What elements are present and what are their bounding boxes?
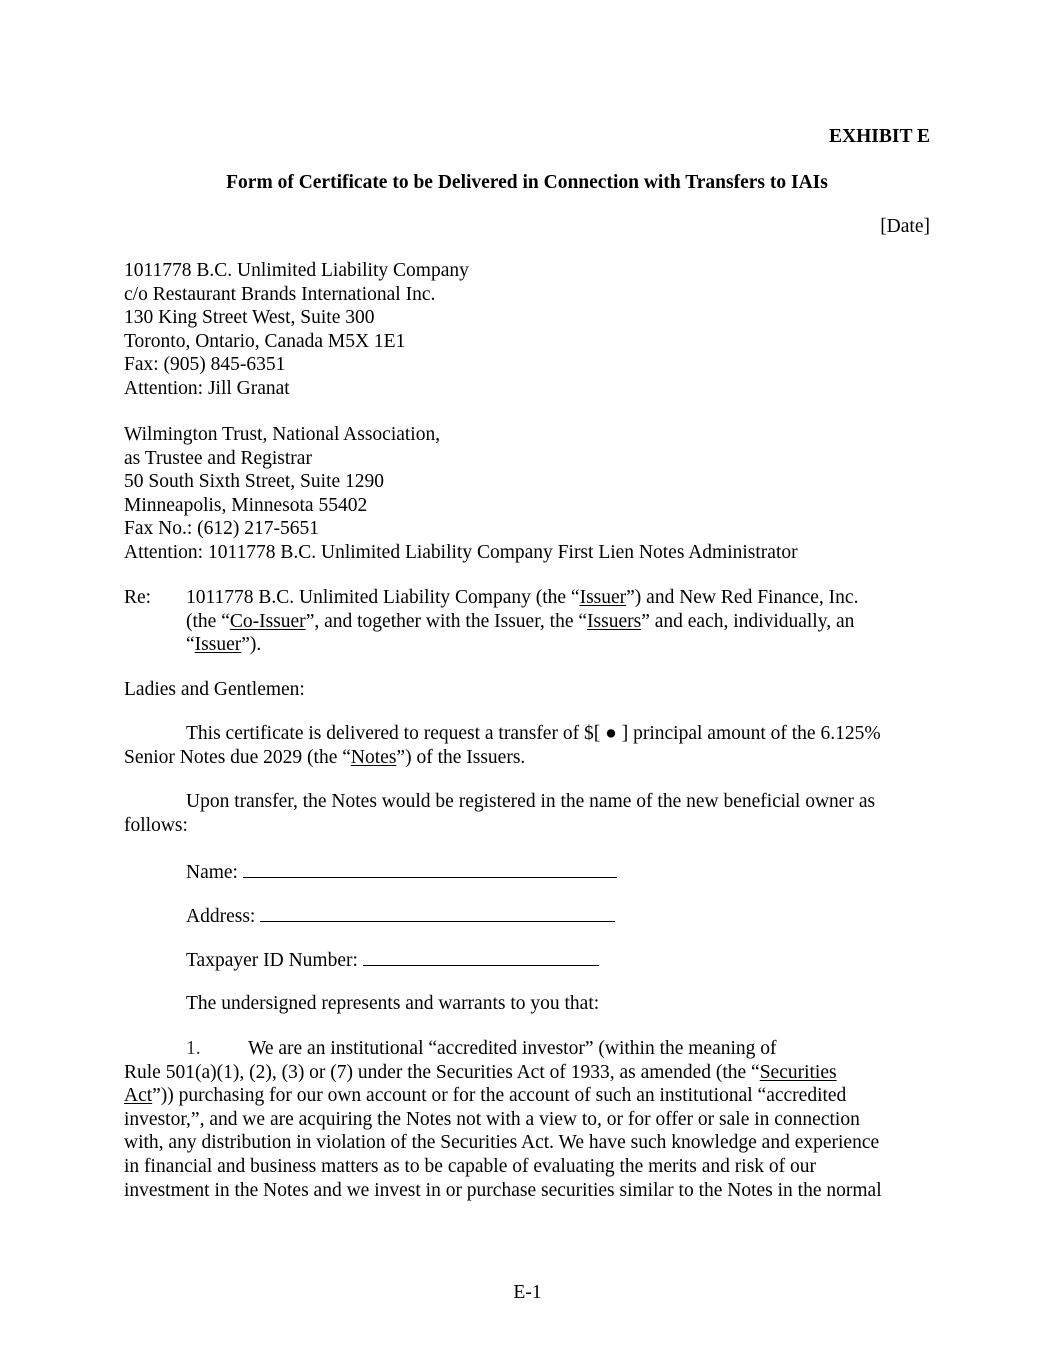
date-placeholder: [Date] bbox=[880, 216, 930, 237]
address-line: Attention: Jill Granat bbox=[124, 377, 290, 399]
address-line: Attention: 1011778 B.C. Unlimited Liability Company First Lien Notes Administrator bbox=[124, 541, 798, 563]
name-label: Name: bbox=[186, 862, 238, 883]
exhibit-heading: EXHIBIT E bbox=[829, 126, 930, 147]
paragraph-transfer-request: This certificate is delivered to request a transfer of $[ ● ] principal amount of the 6.125% Senior Notes due 2029 (the “Notes”) of the Issuers. bbox=[124, 723, 881, 768]
address-blank-line[interactable] bbox=[260, 903, 615, 922]
address-line: 50 South Sixth Street, Suite 1290 bbox=[124, 471, 385, 493]
address-line: Toronto, Ontario, Canada M5X 1E1 bbox=[124, 330, 406, 352]
represents-statement: The undersigned represents and warrants to you that: bbox=[186, 993, 600, 1014]
salutation: Ladies and Gentlemen: bbox=[124, 679, 305, 700]
defined-term: Act bbox=[124, 1085, 153, 1107]
defined-term: Issuer bbox=[194, 634, 242, 656]
re-text: 1011778 B.C. Unlimited Liability Company (the “Issuer”) and New Red Finance, Inc. (the “Co-Issuer”, and together with the Issuer, the “Issuers” and each, individually, an “Issuer”). bbox=[186, 587, 859, 656]
address-line: 1011778 B.C. Unlimited Liability Company bbox=[124, 260, 469, 281]
document-title: Form of Certificate to be Delivered in Connection with Transfers to IAIs bbox=[226, 172, 828, 193]
name-field-row bbox=[124, 859, 930, 885]
address-line: as Trustee and Registrar bbox=[124, 447, 312, 469]
taxpayer-label: Taxpayer ID Number: bbox=[186, 950, 358, 971]
defined-term: Issuer bbox=[579, 587, 627, 608]
re-block bbox=[124, 586, 930, 658]
address-label: Address: bbox=[186, 906, 256, 927]
address-field-row bbox=[124, 903, 930, 929]
issuer-address-block bbox=[124, 259, 930, 401]
bullet-placeholder: ● bbox=[605, 723, 617, 744]
address-line: 130 King Street West, Suite 300 bbox=[124, 307, 375, 329]
item-number: 1. bbox=[186, 1038, 201, 1059]
address-line: Wilmington Trust, National Association, bbox=[124, 424, 441, 445]
trustee-address-block bbox=[124, 423, 930, 565]
taxpayer-blank-line[interactable] bbox=[363, 947, 599, 966]
name-blank-line[interactable] bbox=[243, 859, 617, 878]
re-label: Re: bbox=[124, 587, 152, 608]
defined-term: Issuers bbox=[587, 610, 642, 632]
taxpayer-field-row bbox=[124, 947, 930, 973]
defined-term: Securities bbox=[759, 1061, 837, 1083]
address-line: c/o Restaurant Brands International Inc. bbox=[124, 283, 436, 305]
address-line: Minneapolis, Minnesota 55402 bbox=[124, 494, 368, 516]
address-line: Fax No.: (612) 217-5651 bbox=[124, 518, 319, 540]
address-line: Fax: (905) 845-6351 bbox=[124, 354, 286, 376]
paragraph-registration: Upon transfer, the Notes would be registered in the name of the new beneficial owner as follows: bbox=[124, 791, 876, 836]
item-1-paragraph: 1. We are an institutional “accredited investor” (within the meaning of Rule 501(a)(1), (2), (3) or (7) under the Securities Act of 1933, as amended (the “Securities Act”)) purchasing for our own account or for the account of such an institutional “accredited investor,”, and we are acquiring the Notes not with a view to, or for offer or sale in connection with, any distribution in violation of the Securities Act. We have such knowledge and experience in financial and business matters as to be capable of evaluating the merits and risk of our investment in the Notes and we invest in or purchase securities similar to the Notes in the normal bbox=[124, 1038, 882, 1201]
defined-term: Notes bbox=[350, 746, 397, 768]
defined-term: Co-Issuer bbox=[229, 610, 306, 632]
page-number: E-1 bbox=[513, 1282, 542, 1303]
